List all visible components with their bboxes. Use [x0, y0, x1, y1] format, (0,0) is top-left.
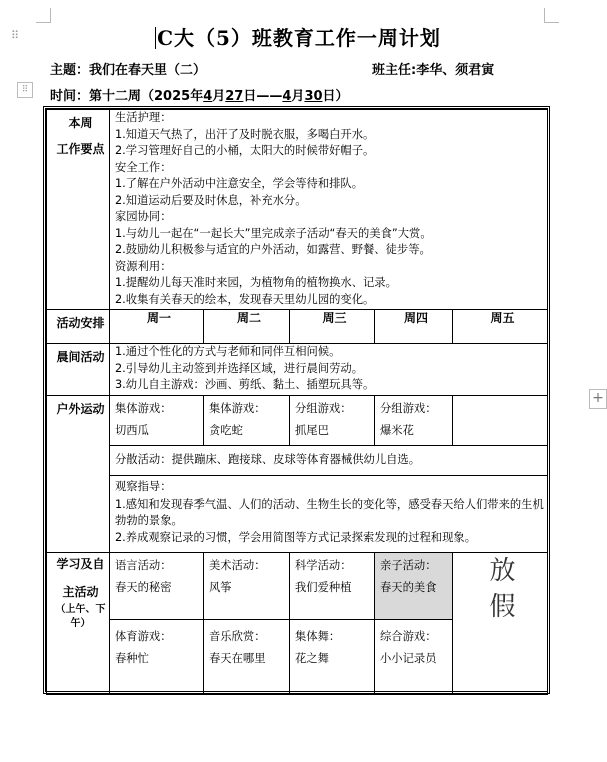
key-point-line: 1.提醒幼儿每天准时来园，为植物角的植物换水、记录。	[115, 276, 397, 289]
key-point-line: 2.学习管理好自己的小桶，太阳大的时候带好帽子。	[115, 144, 375, 157]
outdoor-observe-row	[47, 476, 548, 553]
observe-line: 1.感知和发现春季气温、人们的活动、生物生长的变化等，感受春天给人们带来的生机勃勃的景象。	[115, 497, 544, 527]
learning-cell[interactable]: 语言活动： 春天的秘密	[110, 553, 204, 620]
text-cursor	[155, 27, 156, 49]
day-header-wed: 周三	[290, 310, 375, 344]
learning-cell[interactable]: 音乐欣赏： 春天在哪里	[204, 620, 290, 695]
outdoor-games-row	[47, 396, 548, 446]
page-corner-mark-left	[36, 8, 51, 23]
key-point-line: 2.鼓励幼儿积极参与适宜的户外活动，如露营、野餐、徒步等。	[115, 243, 431, 256]
add-column-icon[interactable]: +	[589, 389, 607, 409]
morning-line: 1.通过个性化的方式与老师和同伴互相问候。	[115, 345, 341, 358]
observe-title: 观察指导：	[115, 480, 172, 493]
end-day: 30	[304, 89, 323, 104]
schedule-row	[47, 310, 548, 344]
learning-cell[interactable]: 美术活动： 风筝	[204, 553, 290, 620]
morning-label: 晨间活动	[47, 344, 110, 396]
morning-cell[interactable]	[110, 344, 548, 396]
start-day: 27	[225, 89, 244, 104]
page-corner-mark-right	[544, 8, 559, 23]
start-month: 4	[203, 89, 213, 104]
day-header-fri: 周五	[453, 310, 548, 344]
observe-line: 2.养成观察记录的习惯，学会用简图等方式记录探索发现的过程和现象。	[115, 530, 476, 544]
teacher-line: 班主任:李华、须君寅	[372, 63, 495, 78]
title-text: 大（5）班教育工作一周计划	[174, 26, 441, 50]
morning-row	[47, 344, 548, 396]
outdoor-scattered-row	[47, 446, 548, 476]
key-point-line: 2.收集有关春天的绘本，发现春天里幼儿园的变化。	[115, 292, 375, 306]
time-line: 时间：第十二周（2025年4月27日——4月30日）	[50, 89, 349, 104]
key-point-line: 安全工作：	[115, 160, 172, 174]
key-points-cell[interactable]	[110, 110, 548, 310]
outdoor-game-cell[interactable]: 集体游戏： 贪吃蛇	[204, 396, 290, 446]
drag-handle-icon[interactable]: ⠿	[11, 29, 20, 42]
key-points-row	[47, 110, 548, 310]
scattered-cell[interactable]: 分散活动：提供蹦床、跑接球、皮球等体育器械供幼儿自选。	[110, 446, 548, 476]
key-points-label: 本周 工作要点	[47, 110, 110, 310]
learning-cell[interactable]: 综合游戏： 小小记录员	[375, 620, 453, 695]
holiday-cell[interactable]: 放 假	[453, 553, 548, 695]
learning-cell[interactable]: 集体舞： 花之舞	[290, 620, 375, 695]
learning-cell[interactable]: 科学活动： 我们爱种植	[290, 553, 375, 620]
key-point-line: 家园协同：	[115, 210, 172, 223]
key-point-line: 1.知道天气热了，出汗了及时脱衣服，多喝白开水。	[115, 127, 375, 141]
key-point-line: 1.了解在户外活动中注意安全，学会等待和排队。	[115, 177, 364, 190]
learning-cell-highlighted[interactable]: 亲子活动： 春天的美食	[375, 553, 453, 620]
title-cursor-char: C	[157, 26, 174, 50]
weekly-plan-table	[46, 109, 548, 695]
learning-cell[interactable]: 体育游戏： 春种忙	[110, 620, 204, 695]
day-header-tue: 周二	[204, 310, 290, 344]
schedule-label: 活动安排	[47, 310, 110, 344]
outdoor-game-cell-empty[interactable]	[453, 396, 548, 446]
learning-row-1	[47, 553, 548, 620]
outdoor-game-cell[interactable]: 分组游戏： 爆米花	[375, 396, 453, 446]
theme-line: 主题：我们在春天里（二）	[50, 63, 207, 78]
day-header-thu: 周四	[375, 310, 453, 344]
key-point-line: 生活护理：	[115, 111, 172, 124]
key-point-line: 2.知道运动后要及时休息，补充水分。	[115, 193, 307, 207]
theme-value: 我们在春天里（二）	[89, 63, 207, 78]
outdoor-game-cell[interactable]: 分组游戏： 抓尾巴	[290, 396, 375, 446]
key-point-line: 1.与幼儿一起在“一起长大”里完成亲子活动“春天的美食”大赏。	[115, 226, 432, 240]
day-header-mon: 周一	[110, 310, 204, 344]
key-point-line: 资源利用：	[115, 259, 172, 273]
observe-cell[interactable]	[110, 476, 548, 553]
morning-line: 3.幼儿自主游戏：沙画、剪纸、黏土、插塑玩具等。	[115, 378, 375, 391]
morning-line: 2.引导幼儿主动签到并选择区域，进行晨间劳动。	[115, 361, 364, 375]
table-move-handle-icon[interactable]: ⠿	[17, 82, 33, 98]
learning-label: 学习及自 主活动 （上午、下午）	[47, 553, 110, 695]
teacher-value: 李华、须君寅	[416, 63, 495, 78]
outdoor-label: 户外运动	[47, 396, 110, 553]
end-month: 4	[282, 89, 292, 104]
page-title[interactable]	[0, 22, 596, 51]
outdoor-game-cell[interactable]: 集体游戏： 切西瓜	[110, 396, 204, 446]
